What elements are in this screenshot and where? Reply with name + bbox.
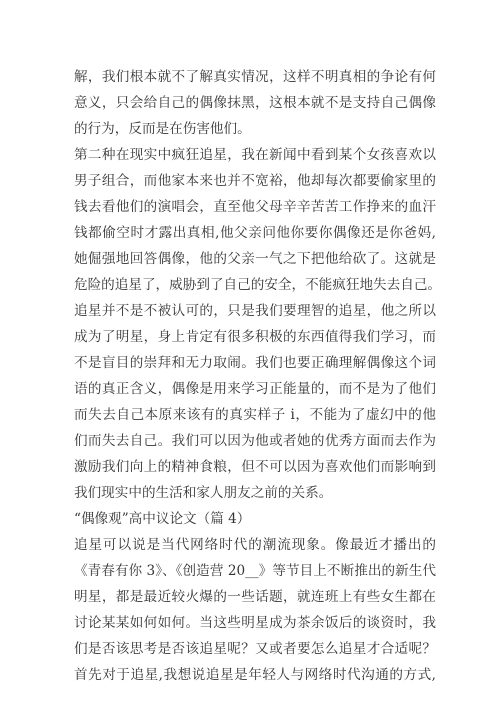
text-line-9: 危险的追星了，威胁到了自己的安全，不能疯狂地失去自己。 (74, 277, 442, 293)
text-line-14: 而失去自己本原来该有的真实样子 i，不能为了虚幻中的他 (74, 407, 436, 423)
text-line-16: 激励我们向上的精神食粮，但不可以因为喜欢他们而影响到 (74, 459, 436, 475)
text-line-4: 第二种在现实中疯狂追星，我在新闻中看到某个女孩喜欢以 (74, 147, 436, 163)
text-line-11: 成为了明星，身上肯定有很多积极的东西值得我们学习，而 (74, 329, 436, 345)
text-line-1: 解，我们根本就不了解真实情况，这样不明真相的争论有何 (74, 69, 436, 85)
text-line-17: 我们现实中的生活和家人朋友之前的关系。 (74, 485, 333, 501)
text-line-3: 的行为，反而是在伤害他们。 (74, 121, 251, 137)
text-line-19: 追星可以说是当代网络时代的潮流现象。像最近才播出的 (74, 537, 436, 553)
text-line-20: 《青春有你 3》、《创造营 20__》等节目上不断推出的新生代 (74, 563, 436, 579)
text-line-10: 追星并不是不被认可的，只是我们要理智的追星，他之所以 (74, 303, 436, 319)
text-line-12: 不是盲目的崇拜和无力取闹。我们也要正确理解偶像这个词 (74, 355, 436, 371)
text-line-24: 首先对于追星,我想说追星是年轻人与网络时代沟通的方式, (74, 667, 436, 683)
text-line-13: 语的真正含义，偶像是用来学习正能量的，而不是为了他们 (74, 381, 436, 397)
text-line-15: 们而失去自己。我们可以因为他或者她的优秀方面而去作为 (74, 433, 436, 449)
text-line-5: 男子组合，而他家本来也并不宽裕，他却每次都要偷家里的 (74, 173, 436, 189)
text-line-6: 钱去看他们的演唱会，直至他父母辛辛苦苦工作挣来的血汗 (74, 199, 436, 215)
text-line-22: 讨论某某如何如何。当这些明星成为茶余饭后的谈资时，我 (74, 615, 436, 631)
text-line-23: 们是否该思考是否该追星呢？又或者要怎么追星才合适呢？ (74, 641, 436, 657)
text-line-2: 意义，只会给自己的偶像抹黑，这根本就不是支持自己偶像 (74, 95, 436, 111)
text-line-21: 明星，都是最近较火爆的一些话题，就连班上有些女生都在 (74, 589, 436, 605)
text-line-8: 她倔强地回答偶像，他的父亲一气之下把他给砍了。这就是 (74, 251, 436, 267)
text-line-7: 钱都偷空时才露出真相,他父亲问他你要你偶像还是你爸妈, (74, 225, 436, 241)
section-heading: “偶像观”高中议论文（篇 4） (74, 511, 251, 527)
document-page (74, 64, 442, 688)
